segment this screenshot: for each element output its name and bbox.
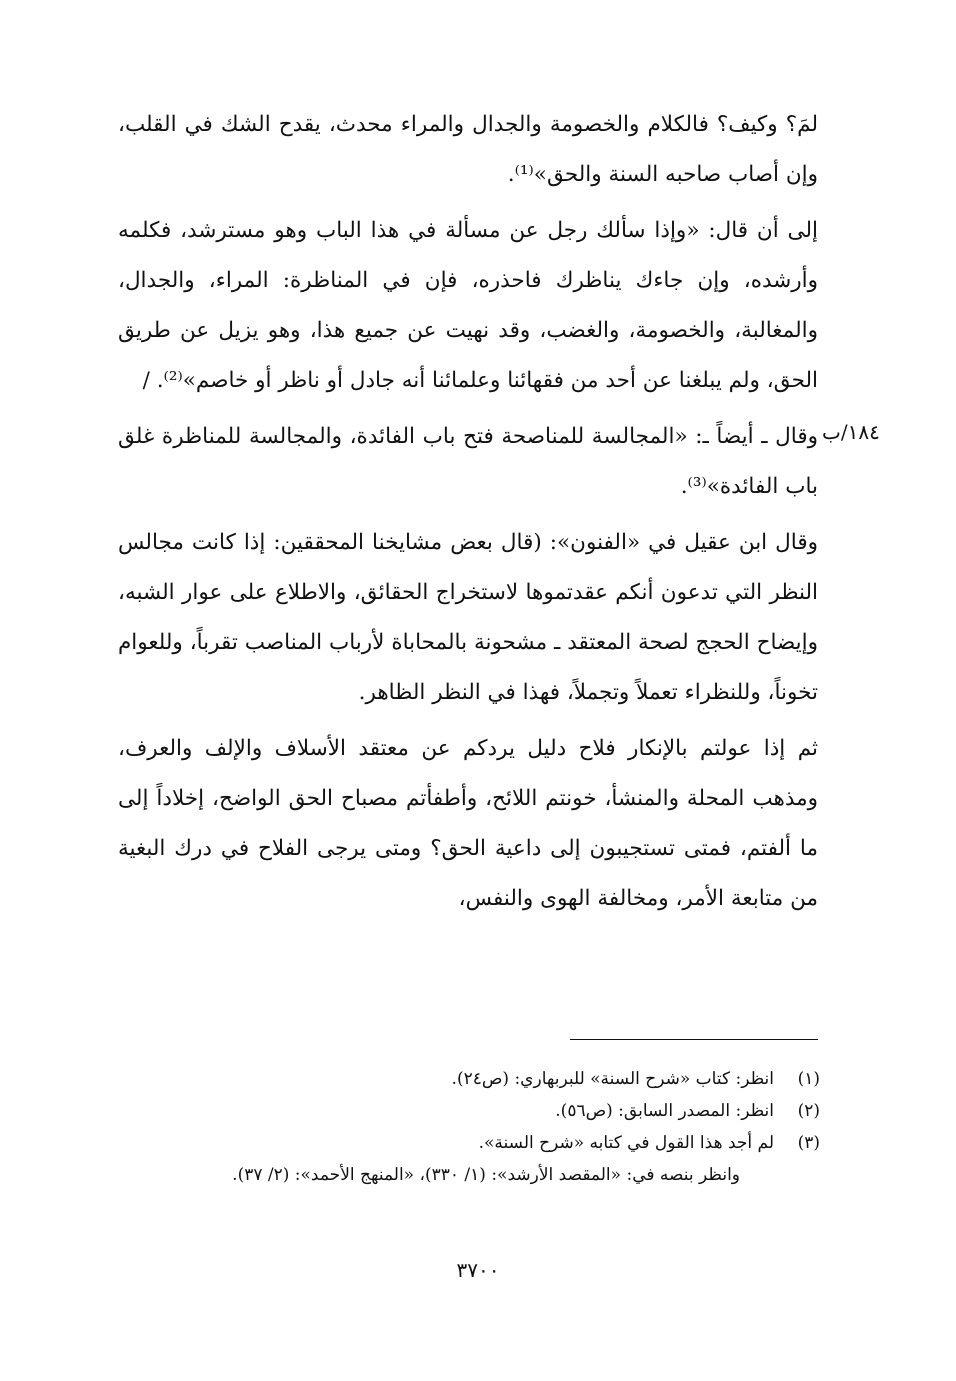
footnote-item (120, 1095, 820, 1127)
paragraph: إلى أن قال: «وإذا سألك رجل عن مسألة في هذا الباب وهو مسترشد، فكلمه وأرشده، وإن جاءك يناظرك فاحذره، فإن في المناظرة: المراء، والجدال، والمغالبة، والخصومة، والغضب، وقد نهيت عن جميع هذا، وهو يزيل عن طريق الحق، ولم يبلغنا عن أحد من فقهائنا وعلمائنا أنه جادل أو ناظر أو خاصم»⁽²⁾. / (118, 218, 818, 393)
footnote-number: (٣) (797, 1133, 820, 1153)
footnote-number: (١) (797, 1069, 820, 1089)
footnote-text: انظر: كتاب «شرح السنة» للبربهاري: (ص٢٤). (451, 1069, 774, 1089)
footnote-text: وانظر بنصه في: «المقصد الأرشد»: (١/ ٣٣٠)، «المنهج الأحمد»: (٢/ ٣٧). (232, 1165, 740, 1185)
footnote-continuation (120, 1159, 820, 1191)
paragraph: ثم إذا عولتم بالإنكار فلاح دليل يردكم عن معتقد الأسلاف والإلف والعرف، ومذهب المحلة والمنشأ، خونتم اللائح، وأطفأتم مصباح الحق الواضح، إخلاداً إلى ما ألفتم، فمتى تستجيبون إلى داعية الحق؟ ومتى يرجى الفلاح في درك البغية من متابعة الأمر، ومخالفة الهوى والنفس، (118, 736, 818, 911)
main-text (118, 100, 818, 930)
paragraph: وقال ـ أيضاً ـ: «المجالسة للمناصحة فتح باب الفائدة، والمجالسة للمناظرة غلق باب الفائدة»⁽³⁾. (118, 424, 818, 499)
paragraph: لمَ؟ وكيف؟ فالكلام والخصومة والجدال والمراء محدث، يقدح الشك في القلب، وإن أصاب صاحبه السنة والحق»⁽¹⁾. (118, 112, 818, 187)
footnote-separator (570, 1039, 818, 1040)
paragraph: وقال ابن عقيل في «الفنون»: (قال بعض مشايخنا المحققين: إذا كانت مجالس النظر التي تدعون أنكم عقدتموها لاستخراج الحقائق، والاطلاع على عوار الشبه، وإيضاح الحجج لصحة المعتقد ـ مشحونة بالمحاباة لأرباب المناصب تقرباً، وللعوام تخوناً، وللنظراء تعملاً وتجملاً، فهذا في النظر الظاهر. (118, 530, 818, 705)
footnote-item (120, 1127, 820, 1159)
footnote-item (120, 1063, 820, 1095)
footnote-number (786, 1159, 820, 1191)
manuscript-folio-marker: ١٨٤/ب (822, 420, 880, 444)
footnote-text: انظر: المصدر السابق: (ص٥٦). (555, 1101, 774, 1121)
footnote-text: لم أجد هذا القول في كتابه «شرح السنة». (478, 1133, 774, 1153)
footnotes (120, 1063, 820, 1191)
page-number: ٣٧٠٠ (456, 1258, 500, 1282)
footnote-number: (٢) (797, 1101, 820, 1121)
